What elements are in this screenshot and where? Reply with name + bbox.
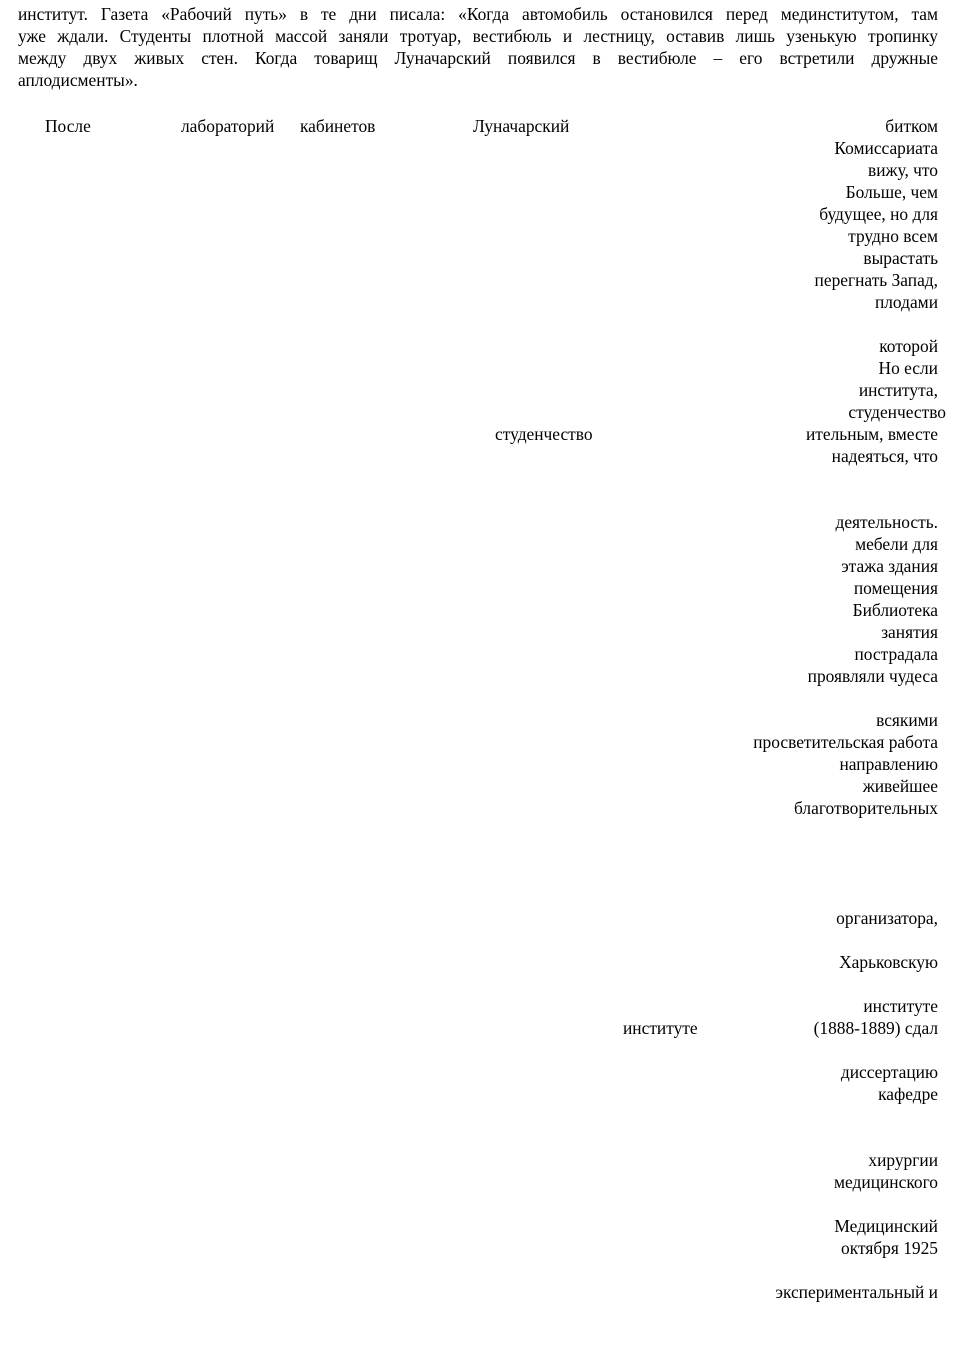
- right-fragment: (1888-1889) сдал: [813, 1018, 938, 1038]
- paragraph-line: институт. Газета «Рабочий путь» в те дни писала: «Когда автомобиль остановился перед мединститутом, там: [18, 4, 938, 24]
- right-fragment: надеяться, что: [831, 446, 938, 466]
- paragraph-line: между двух живых стен. Когда товарищ Луначарский появился в вестибюле – его встретили дружные: [18, 48, 938, 68]
- right-fragment: занятия: [881, 622, 938, 642]
- right-fragment: этажа здания: [841, 556, 938, 576]
- right-fragment: Больше, чем: [845, 182, 938, 202]
- right-fragment: хирургии: [868, 1150, 938, 1170]
- right-fragment: Медицинский: [834, 1216, 938, 1236]
- right-fragment: Комиссариата: [834, 138, 938, 158]
- mid-fragment: студенчество: [495, 424, 593, 444]
- right-fragment: института,: [858, 380, 938, 400]
- right-fragment: направлению: [839, 754, 938, 774]
- right-fragment: всякими: [876, 710, 938, 730]
- right-fragment: пострадала: [854, 644, 938, 664]
- right-fragment: живейшее: [862, 776, 938, 796]
- right-fragment: Но если: [878, 358, 938, 378]
- right-fragment: будущее, но для: [819, 204, 938, 224]
- fragment-word: После: [45, 116, 91, 136]
- paragraph-line: уже ждали. Студенты плотной массой заняли тротуар, вестибюль и лестницу, оставив лишь узенькую тропинку: [18, 26, 938, 46]
- right-fragment: благотворительных: [794, 798, 938, 818]
- opening-paragraph: [18, 3, 938, 91]
- right-fragment: трудно всем: [848, 226, 938, 246]
- right-fragment: перегнать Запад,: [814, 270, 938, 290]
- fragment-word: кабинетов: [300, 116, 376, 136]
- right-fragment: вижу, что: [868, 160, 938, 180]
- paragraph-line: аплодисменты».: [18, 70, 138, 90]
- right-fragment: студенчество: [848, 402, 946, 422]
- right-fragment: Харьковскую: [839, 952, 938, 972]
- right-fragment: Библиотека: [852, 600, 938, 620]
- right-fragment: проявляли чудеса: [807, 666, 938, 686]
- right-fragment: просветительская работа: [753, 732, 938, 752]
- right-fragment: экспериментальный и: [775, 1282, 938, 1302]
- right-fragment: плодами: [874, 292, 938, 312]
- fragment-word: лабораторий: [181, 116, 275, 136]
- mid-fragment: институте: [623, 1018, 698, 1038]
- right-fragment: медицинского: [834, 1172, 938, 1192]
- right-fragment: ительным, вместе: [805, 424, 938, 444]
- fragment-word: битком: [885, 116, 938, 136]
- right-fragment: институте: [863, 996, 938, 1016]
- right-fragment: помещения: [853, 578, 938, 598]
- right-fragment: вырастать: [863, 248, 938, 268]
- right-fragment: диссертацию: [840, 1062, 938, 1082]
- right-fragment: октября 1925: [841, 1238, 938, 1258]
- right-fragment: мебели для: [855, 534, 938, 554]
- right-fragment: кафедре: [878, 1084, 938, 1104]
- fragment-word: Луначарский: [473, 116, 570, 136]
- right-fragment: организатора,: [836, 908, 938, 928]
- right-fragment: деятельность.: [835, 512, 938, 532]
- right-fragment: которой: [879, 336, 938, 356]
